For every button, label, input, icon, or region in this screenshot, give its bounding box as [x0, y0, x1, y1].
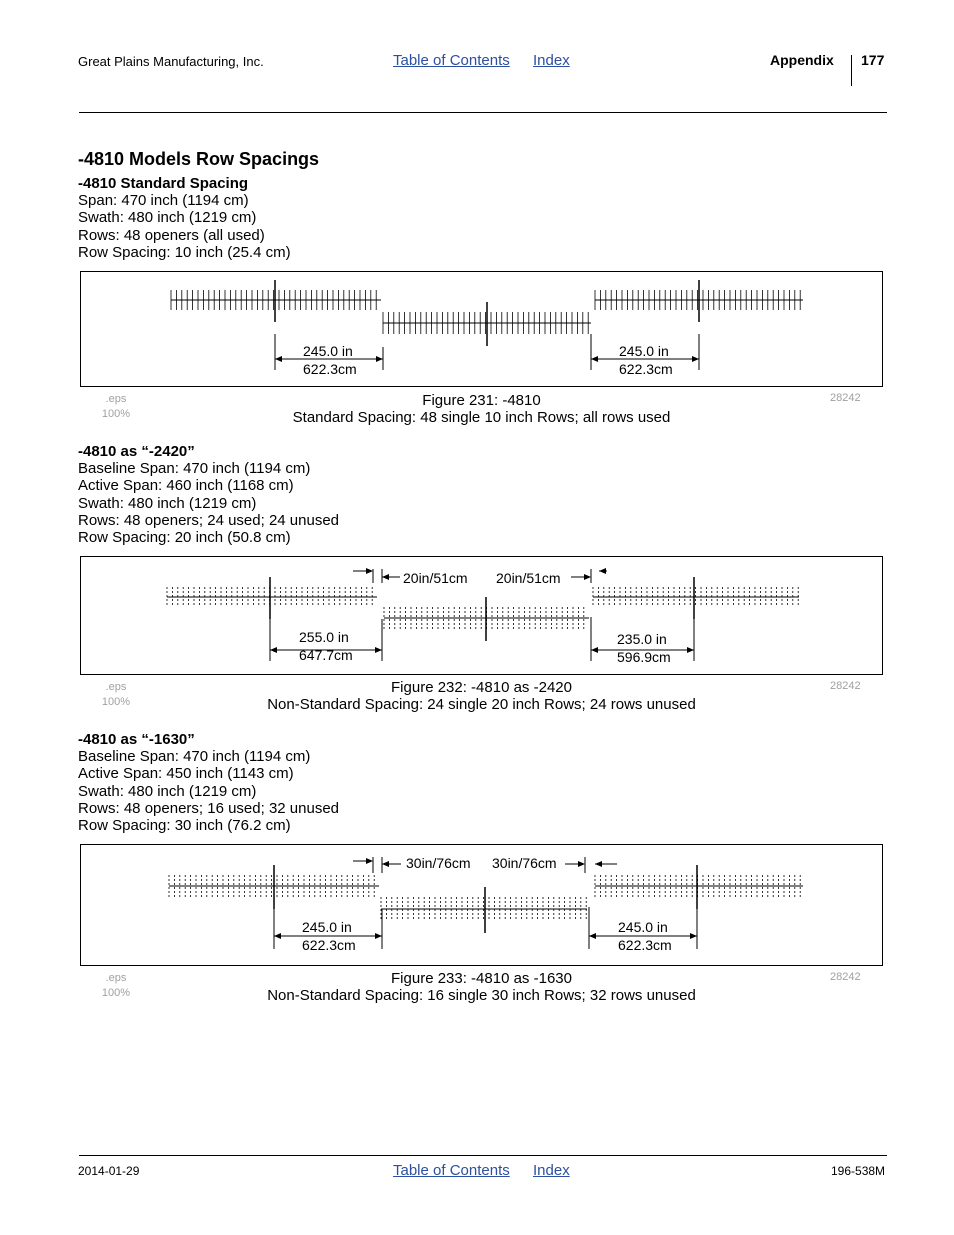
- footer-rule: [79, 1155, 887, 1156]
- footer-date: 2014-01-29: [78, 1164, 140, 1178]
- spec-list: [78, 748, 339, 834]
- spec-line: Active Span: 450 inch (1143 cm): [78, 765, 294, 783]
- left-span-cm: 647.7cm: [299, 647, 353, 663]
- scale: 100%: [101, 696, 131, 708]
- file-type: .eps: [105, 681, 127, 693]
- file-type: .eps: [105, 393, 127, 405]
- section-heading-standard: -4810 Standard Spacing: [78, 175, 249, 192]
- row-spacing-diagram: [81, 272, 882, 386]
- header-rule: [79, 112, 887, 113]
- scale: 100%: [101, 408, 131, 420]
- caption-line-1: Figure 232: -4810 as -2420: [391, 679, 572, 696]
- page-number: 177: [861, 52, 885, 68]
- row-spacing-right-label: 20in/51cm: [496, 570, 561, 586]
- spec-list: [78, 460, 339, 546]
- section-name: Appendix: [770, 52, 834, 68]
- header-toc-link[interactable]: Table of Contents: [393, 52, 510, 69]
- figure-caption: [80, 970, 883, 1004]
- figure-number: 28242: [830, 392, 861, 404]
- header-separator: [851, 55, 852, 86]
- left-span-in: 245.0 in: [302, 919, 352, 935]
- caption-line-2: Non-Standard Spacing: 16 single 30 inch Rows; 32 rows unused: [267, 987, 696, 1004]
- footer-doc-number: 196-538M: [831, 1164, 886, 1178]
- spec-line: Swath: 480 inch (1219 cm): [78, 782, 257, 800]
- spec-line: Rows: 48 openers; 24 used; 24 unused: [78, 511, 340, 529]
- caption-line-1: Figure 231: -4810: [422, 392, 541, 409]
- right-span-cm: 622.3cm: [619, 361, 673, 377]
- spec-list: [78, 192, 291, 261]
- figure-233-diagram: [80, 844, 883, 966]
- spec-line: Rows: 48 openers; 16 used; 32 unused: [78, 799, 340, 817]
- section-heading-2420: -4810 as “-2420”: [78, 443, 195, 460]
- footer-index-link[interactable]: Index: [533, 1162, 570, 1179]
- figure-caption: [80, 679, 883, 713]
- right-span-cm: 622.3cm: [618, 937, 672, 953]
- file-type: .eps: [105, 972, 127, 984]
- spec-line: Row Spacing: 20 inch (50.8 cm): [78, 529, 291, 547]
- spec-line: Swath: 480 inch (1219 cm): [78, 209, 257, 227]
- right-span-in: 245.0 in: [619, 343, 669, 359]
- spec-line: Rows: 48 openers (all used): [78, 226, 265, 244]
- spec-line: Swath: 480 inch (1219 cm): [78, 494, 257, 512]
- left-span-cm: 622.3cm: [303, 361, 357, 377]
- spec-line: Active Span: 460 inch (1168 cm): [78, 477, 294, 495]
- row-spacing-diagram: [81, 557, 882, 674]
- row-spacing-diagram: [81, 845, 882, 965]
- figure-caption: [80, 392, 883, 426]
- figure-number: 28242: [830, 680, 861, 692]
- scale: 100%: [101, 987, 131, 999]
- spec-line: Span: 470 inch (1194 cm): [78, 192, 249, 209]
- left-span-in: 245.0 in: [303, 343, 353, 359]
- caption-line-2: Non-Standard Spacing: 24 single 20 inch Rows; 24 rows unused: [267, 696, 696, 713]
- left-span-in: 255.0 in: [299, 629, 349, 645]
- footer-toc-link[interactable]: Table of Contents: [393, 1162, 510, 1179]
- right-span-in: 245.0 in: [618, 919, 668, 935]
- company-name: Great Plains Manufacturing, Inc.: [78, 54, 264, 69]
- right-span-in: 235.0 in: [617, 631, 667, 647]
- right-span-cm: 596.9cm: [617, 649, 671, 665]
- caption-line-1: Figure 233: -4810 as -1630: [391, 970, 572, 987]
- spec-line: Baseline Span: 470 inch (1194 cm): [78, 748, 311, 765]
- spec-line: Row Spacing: 10 inch (25.4 cm): [78, 243, 291, 261]
- left-span-cm: 622.3cm: [302, 937, 356, 953]
- page-title: -4810 Models Row Spacings: [78, 149, 320, 169]
- figure-231-diagram: [80, 271, 883, 387]
- figure-232-diagram: [80, 556, 883, 675]
- section-heading-1630: -4810 as “-1630”: [78, 731, 195, 748]
- header-index-link[interactable]: Index: [533, 52, 570, 69]
- row-spacing-left-label: 20in/51cm: [403, 570, 468, 586]
- row-spacing-right-label: 30in/76cm: [492, 855, 557, 871]
- row-spacing-left-label: 30in/76cm: [406, 855, 471, 871]
- figure-number: 28242: [830, 971, 861, 983]
- caption-line-2: Standard Spacing: 48 single 10 inch Rows; all rows used: [292, 409, 671, 426]
- spec-line: Baseline Span: 470 inch (1194 cm): [78, 460, 311, 477]
- spec-line: Row Spacing: 30 inch (76.2 cm): [78, 817, 291, 835]
